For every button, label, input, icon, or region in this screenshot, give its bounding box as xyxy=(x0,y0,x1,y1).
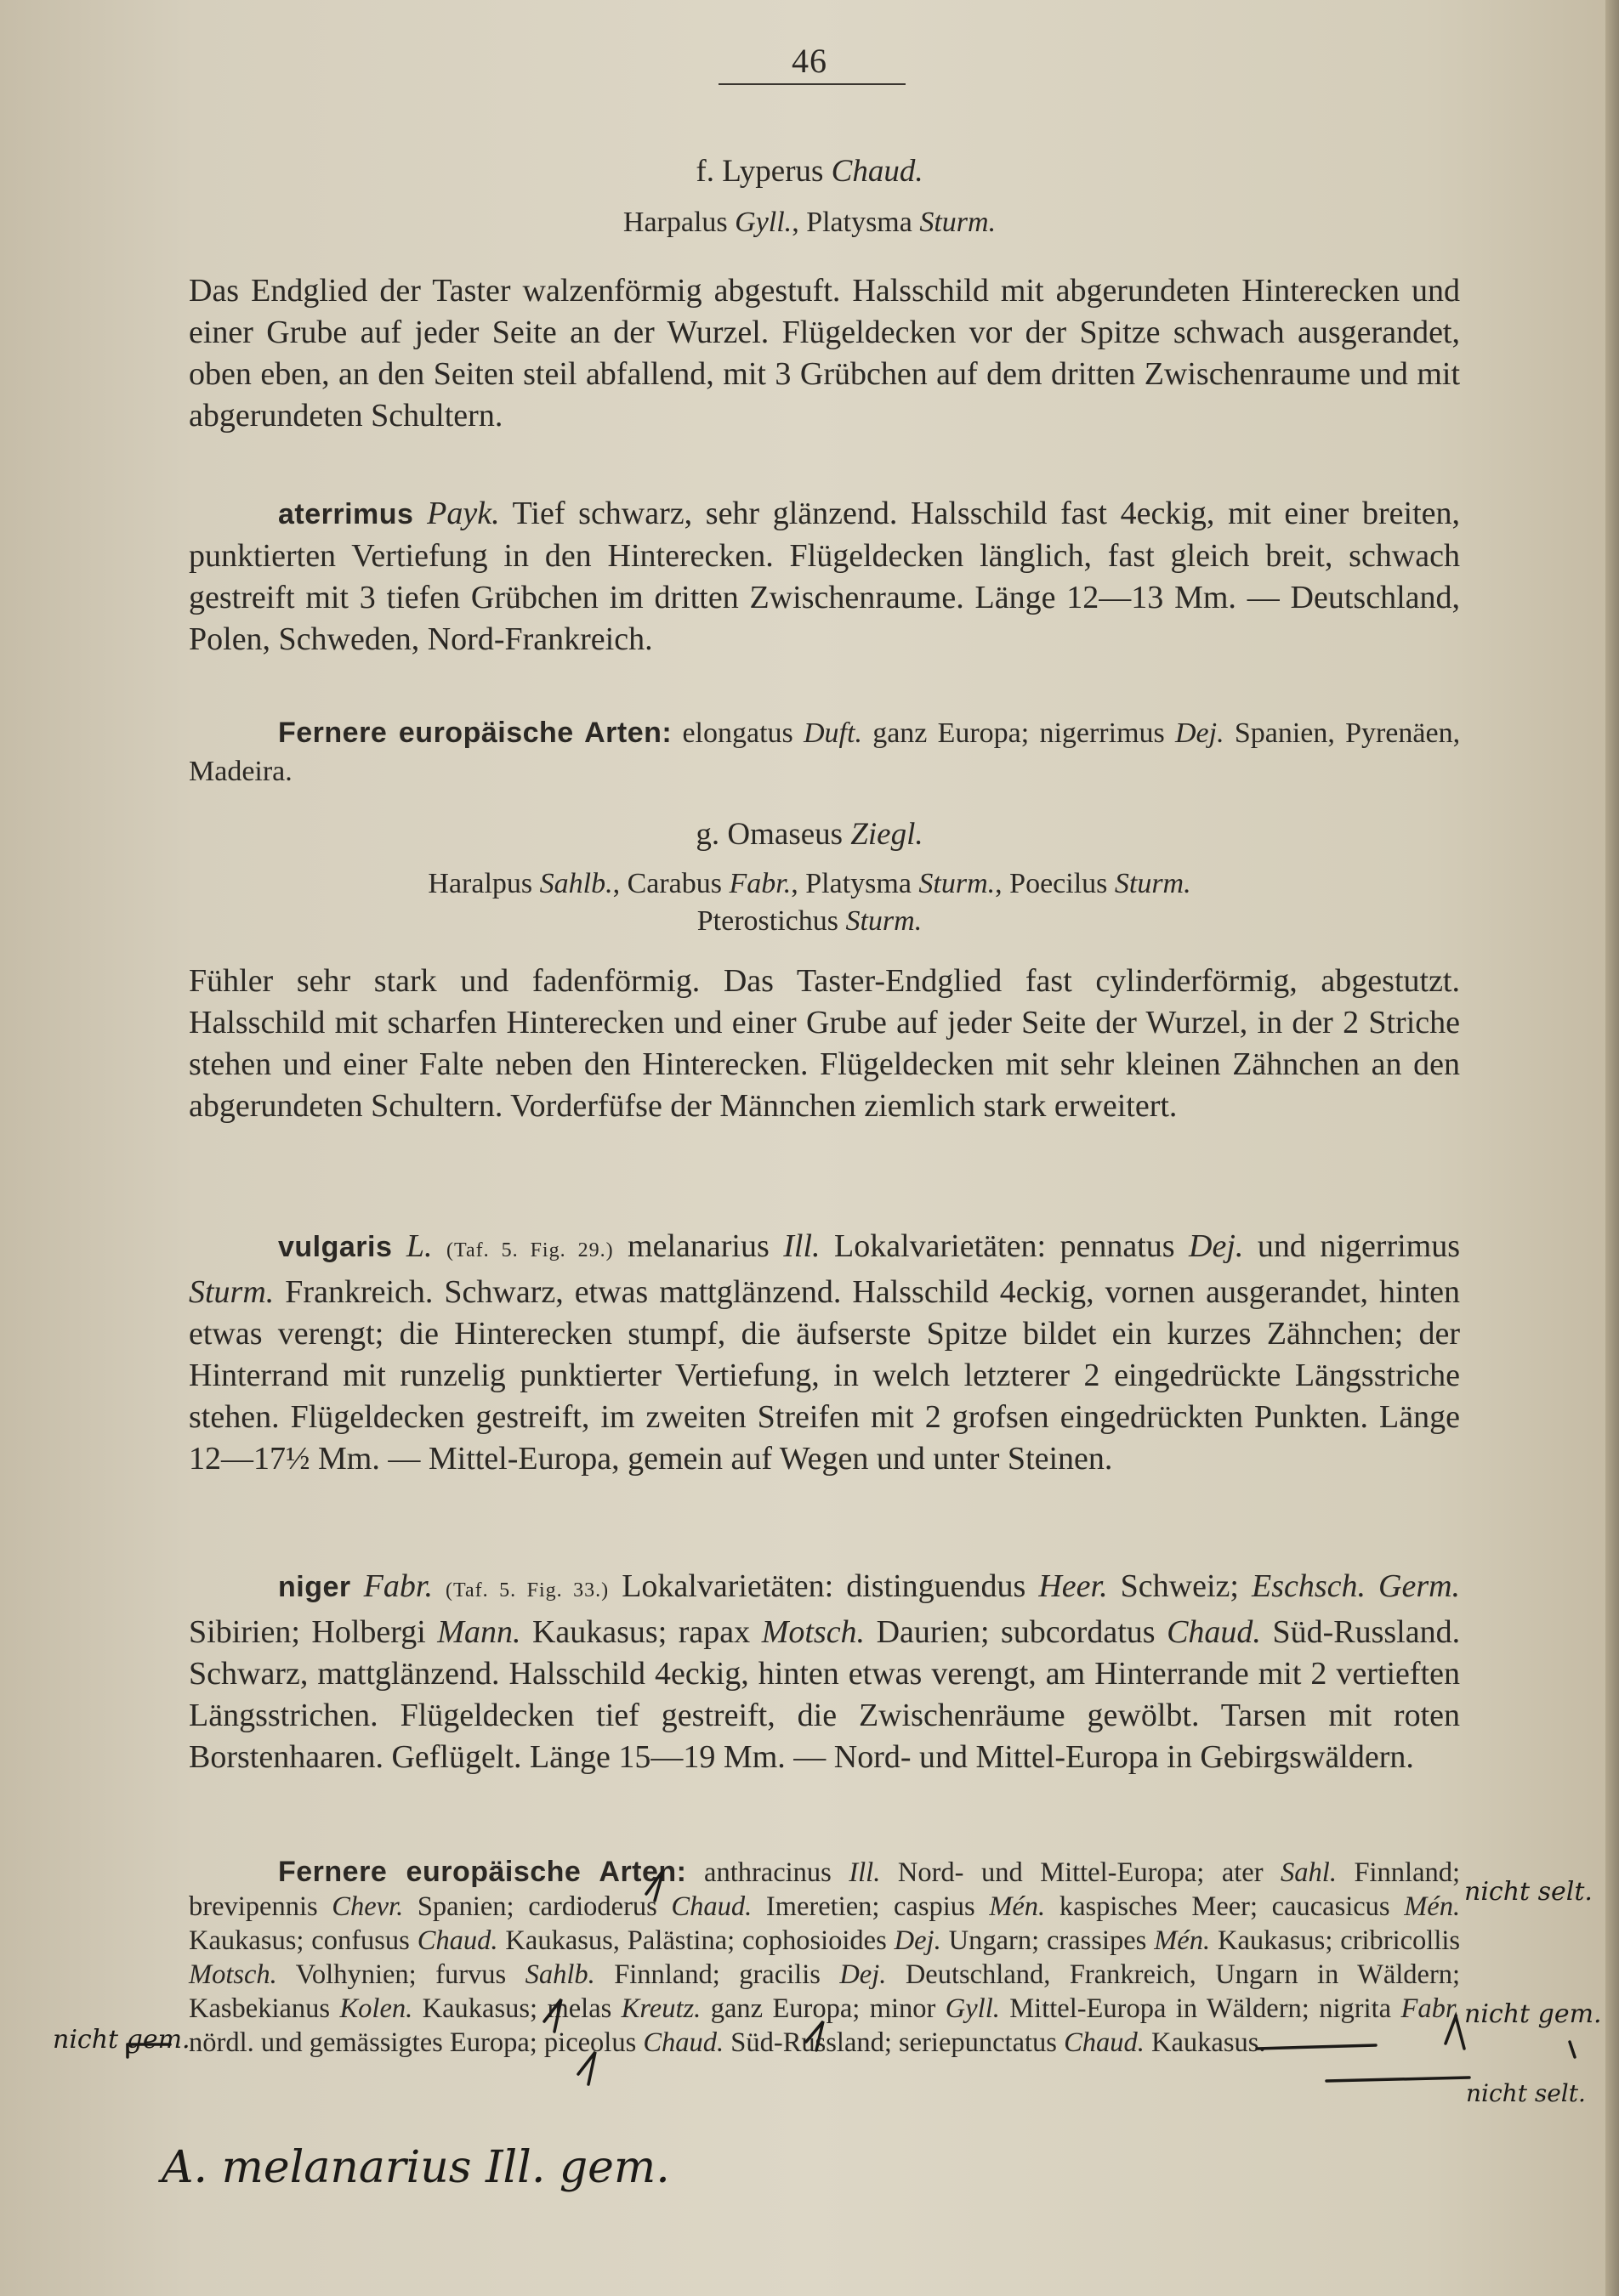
synonym-text: Pterostichus xyxy=(696,905,838,937)
synonym-author: Sturm. xyxy=(1114,868,1191,899)
species-author: Sturm. xyxy=(189,1274,275,1310)
species-author: Chaud. xyxy=(1064,2027,1145,2058)
species-ref: und nigerrimus xyxy=(1257,1228,1461,1264)
species-text: Tief schwarz, sehr glänzend. Halsschild fast 4eckig, mit einer breiten, punktierten Vertiefung in den Hinterecken. Flügeldecken länglich, fast gleich breit, schwach gestreift mit 3 tiefen Grübchen im dritten Zwischenraume. Länge 12—13 Mm. — Deutschland, Polen, Schweden, Nord-Frankreich. xyxy=(189,496,1460,657)
species-author: Payk. xyxy=(427,496,500,531)
genus-author: Chaud. xyxy=(831,154,923,189)
margin-note: nicht gem. xyxy=(53,2025,190,2055)
species-ref: Lokalvarietäten: pennatus xyxy=(834,1228,1175,1264)
species-ref: nördl. und gemässigtes Europa; piceolus xyxy=(189,2027,637,2058)
species-ref: Kaukasus; confusus xyxy=(189,1925,410,1956)
species-ref: Nord- und Mittel-Europa; ater xyxy=(897,1857,1264,1888)
species-ref: Süd-Russland; seriepunctatus xyxy=(730,2027,1057,2058)
species-author: Motsch. xyxy=(189,1959,277,1990)
species-ref: Spanien, Pyrenäen, Madeira. xyxy=(189,717,1461,787)
synonym-author: Sturm. xyxy=(918,868,996,899)
synonym-author: Sahlb. xyxy=(539,868,613,899)
species-ref: Sibirien; Holbergi xyxy=(189,1614,426,1650)
species-ref: melanarius xyxy=(628,1228,770,1264)
species-author: Chaud. xyxy=(643,2027,724,2058)
species-name: vulgaris xyxy=(278,1231,393,1263)
species-author: Chaud. xyxy=(417,1925,498,1956)
species-ref: Finnland; gracilis xyxy=(614,1959,821,1990)
species-ref: Schweiz; xyxy=(1120,1568,1239,1604)
species-author: Sahl. xyxy=(1281,1857,1337,1888)
species-author: Fabr. xyxy=(1400,1993,1460,2024)
synonym-text: , Platysma xyxy=(792,207,912,238)
species-text: Frankreich. Schwarz, etwas mattglänzend. Halsschild 4eckig, vornen ausgerandet, hinten etwas verengt; die Hinterecken stumpf, die äufserste Spitze bildet ein kurzes Zähnchen; der Hinterrand mit runzelig punktierter Vertiefung, in welch letzterer 2 eingedrückte Längsstriche stehen. Flügeldecken gestreift, im zweiten Streifen mit 2 grofsen eingedrückten Punkten. Länge 12—17½ Mm. — Mittel-Europa, gemein auf Wegen und unter Steinen. xyxy=(189,1274,1461,1477)
species-ref: Kaukasus; cribricollis xyxy=(1217,1925,1461,1956)
species-ref: elongatus xyxy=(682,717,793,749)
synonym-author: Sturm. xyxy=(919,207,997,238)
synonym-author: Sturm. xyxy=(845,905,923,937)
synonym-text: , Poecilus xyxy=(995,868,1108,899)
species-author: Duft. xyxy=(804,717,862,749)
synonym-author: Gyll. xyxy=(735,207,792,238)
species-author: Dej. xyxy=(1174,717,1224,749)
species-ref: kaspisches Meer; caucasicus xyxy=(1059,1891,1390,1922)
margin-note: nicht selt. xyxy=(1466,2079,1586,2107)
species-author: Eschsch. Germ. xyxy=(1251,1568,1461,1604)
species-author: Dej. xyxy=(839,1959,887,1990)
species-author: Kreutz. xyxy=(621,1993,702,2024)
species-author: Mén. xyxy=(989,1891,1046,1922)
species-ref: Kaukasus; rapax xyxy=(531,1614,751,1650)
plate-reference: (Taf. 5. Fig. 33.) xyxy=(445,1579,610,1602)
handwritten-note: A. melanarius Ill. gem. xyxy=(162,2142,670,2193)
synonym-text: , Platysma xyxy=(791,868,912,899)
species-ref: anthracinus xyxy=(704,1857,832,1888)
species-ref: Finnland; brevipennis xyxy=(189,1857,1461,1922)
species-author: Heer. xyxy=(1038,1568,1108,1604)
species-ref: Mittel-Europa in Wäldern; nigrita xyxy=(1009,1993,1392,2024)
synonym-author: Fabr. xyxy=(729,868,792,899)
species-ref: Kaukasus; melas xyxy=(422,1993,612,2024)
species-ref: Imeretien; caspius xyxy=(765,1891,975,1922)
species-ref: Ungarn; crassipes xyxy=(948,1925,1147,1956)
margin-note: nicht selt. xyxy=(1464,1877,1593,1907)
synonym-text: Harpalus xyxy=(622,207,728,238)
margin-note: nicht gem. xyxy=(1464,1999,1602,2029)
species-author: Chaud. xyxy=(1167,1614,1261,1650)
species-author: Chevr. xyxy=(332,1891,404,1922)
genus-description-omaseus: Fühler sehr stark und fadenförmig. Das Taster-Endglied fast cylinderförmig, abgestutzt. Halsschild mit scharfen Hinterecken und einer Grube auf jeder Seite der Wurzel, in der 2 Striche stehen und einer Falte neben den Hinterecken. Flügeldecken mit sehr kleinen Zähnchen an den abgerundeten Schultern. Vorderfüfse der Männchen ziemlich stark erweitert. xyxy=(189,963,1460,1124)
genus-title: g. Omaseus xyxy=(696,817,844,852)
species-author: L. xyxy=(406,1228,433,1264)
synonym-text: , Carabus xyxy=(612,868,723,899)
species-name: niger xyxy=(278,1571,351,1603)
species-ref: Lokalvarietäten: distinguendus xyxy=(622,1568,1026,1604)
species-author: Fabr. xyxy=(363,1568,433,1604)
species-name: aterrimus xyxy=(278,498,414,530)
species-ref: Spanien; cardioderus xyxy=(417,1891,657,1922)
species-text: Süd-Russland. Schwarz, mattglänzend. Halsschild 4eckig, hinten etwas verengt, am Hinterrande mit 2 vertieften Längsstrichen. Flügeldecken tief gestreift, die Zwischenräume gewölbt. Tarsen mit roten Borstenhaaren. Geflügelt. Länge 15—19 Mm. — Nord- und Mittel-Europa in Gebirgswäldern. xyxy=(189,1614,1461,1775)
species-author: Chaud. xyxy=(671,1891,753,1922)
species-author: Ill. xyxy=(849,1857,881,1888)
page-number: 46 xyxy=(792,42,827,80)
species-ref: Deutschland, Frankreich, Ungarn in Wäldern; Kasbekianus xyxy=(189,1959,1461,2024)
species-ref: Kaukasus. xyxy=(1151,2027,1266,2058)
species-author: Mén. xyxy=(1154,1925,1211,1956)
plate-reference: (Taf. 5. Fig. 29.) xyxy=(446,1239,614,1261)
further-species-label: Fernere europäische Arten: xyxy=(278,717,673,749)
species-ref: ganz Europa; nigerrimus xyxy=(872,717,1165,749)
further-species-label: Fernere europäische Arten: xyxy=(278,1856,687,1888)
species-ref: Volhynien; furvus xyxy=(295,1959,507,1990)
species-author: Mén. xyxy=(1404,1891,1461,1922)
genus-author: Ziegl. xyxy=(850,817,923,852)
species-ref: ganz Europa; minor xyxy=(710,1993,936,2024)
species-author: Ill. xyxy=(783,1228,821,1264)
species-author: Dej. xyxy=(1189,1228,1244,1264)
genus-title: f. Lyperus xyxy=(696,154,824,189)
species-author: Gyll. xyxy=(945,1993,1000,2024)
species-ref: Kaukasus, Palästina; cophosioides xyxy=(505,1925,887,1956)
species-author: Dej. xyxy=(894,1925,941,1956)
genus-description-lyperus: Das Endglied der Taster walzenförmig abgestuft. Halsschild mit abgerundeten Hinterecken und einer Grube auf jeder Seite an der Wurzel. Flügeldecken vor der Spitze schwach ausgerandet, oben eben, an den Seiten steil abfallend, mit 3 Grübchen auf dem dritten Zwischenraume und mit abgerundeten Schultern. xyxy=(189,273,1460,434)
species-author: Kolen. xyxy=(339,1993,413,2024)
synonym-text: Haralpus xyxy=(428,868,533,899)
species-author: Motsch. xyxy=(761,1614,866,1650)
species-author: Mann. xyxy=(437,1614,521,1650)
species-ref: Daurien; subcordatus xyxy=(876,1614,1156,1650)
species-author: Sahlb. xyxy=(525,1959,595,1990)
